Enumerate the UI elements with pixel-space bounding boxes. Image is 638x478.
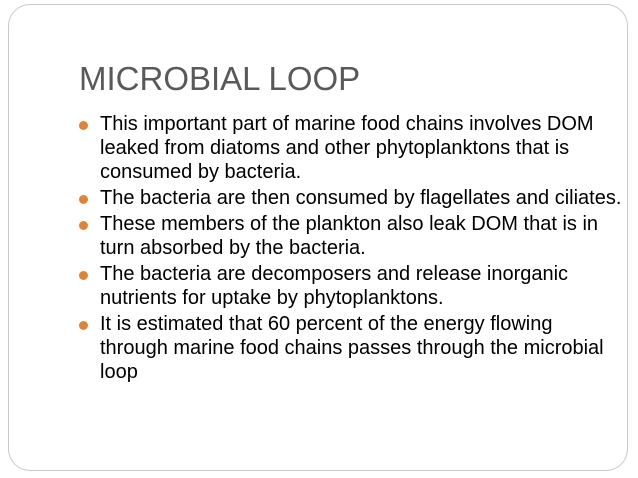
- bullet-text: It is estimated that 60 percent of the energy flowing through marine food chains passes through the microbial loop: [100, 313, 604, 383]
- bullet-dot-icon: [79, 195, 88, 204]
- bullet-dot-icon: [79, 121, 88, 130]
- slide-title: MICROBIAL LOOP: [79, 60, 361, 97]
- bullet-dot-icon: [79, 271, 88, 280]
- bullet-item: [79, 186, 624, 210]
- bullet-item: [79, 112, 624, 184]
- bullet-text: The bacteria are decomposers and release inorganic nutrients for uptake by phytoplanktons.: [100, 263, 569, 309]
- bullet-text: This important part of marine food chains involves DOM leaked from diatoms and other phytoplanktons that is consumed by bacteria.: [100, 113, 594, 183]
- bullet-dot-icon: [79, 321, 88, 330]
- slide-frame: [8, 4, 628, 471]
- bullet-item: [79, 262, 624, 310]
- bullet-list: [79, 112, 624, 386]
- bullet-text: The bacteria are then consumed by flagellates and ciliates.: [100, 187, 622, 209]
- bullet-item: [79, 212, 624, 260]
- bullet-item: [79, 312, 624, 384]
- bullet-dot-icon: [79, 221, 88, 230]
- bullet-text: These members of the plankton also leak DOM that is in turn absorbed by the bacteria.: [100, 213, 599, 259]
